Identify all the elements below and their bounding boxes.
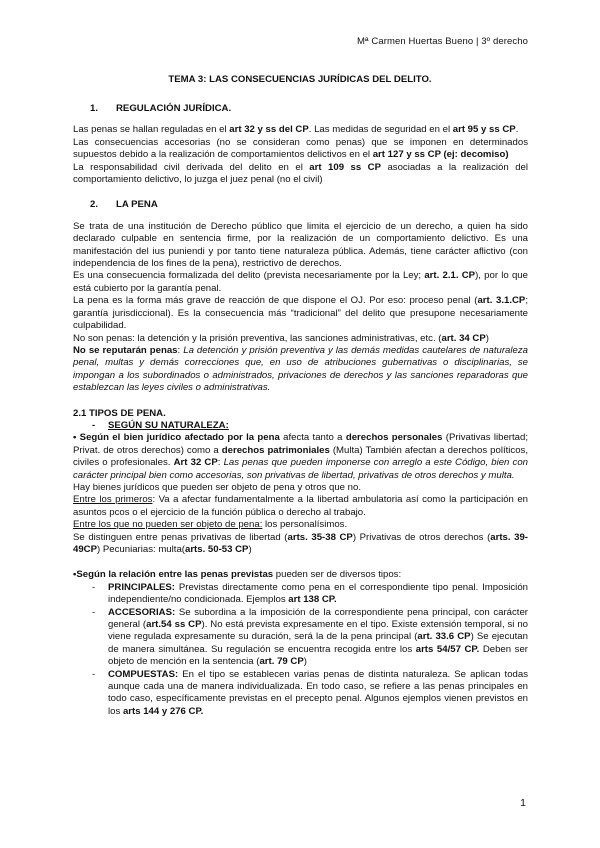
paragraph xyxy=(73,569,528,581)
paragraph xyxy=(73,137,528,162)
article-ref: art 32 y ss del CP xyxy=(229,124,309,136)
text: pueden ser de diversos tipos: xyxy=(273,569,402,581)
section-title: REGULACIÓN JURÍDICA. xyxy=(116,103,232,114)
text: ) Se ejecutan de manera simultánea. Su regulación se encuentra recogida entre los xyxy=(108,631,528,655)
article-ref: arts 54/57 CP. xyxy=(415,643,480,655)
article-ref: art 138 CP. xyxy=(288,594,337,606)
article-ref: arts. 50-53 CP xyxy=(184,544,249,555)
article-ref: arts. 35-38 CP xyxy=(287,531,353,543)
text: (Multa) También afectan a derechos políticos, civiles o profesionales. xyxy=(73,444,529,469)
item-label: PRINCIPALES: xyxy=(108,581,175,593)
paragraph xyxy=(73,345,528,395)
section-title: LA PENA xyxy=(116,199,158,211)
text: los personalísimos. xyxy=(262,519,348,531)
paragraph xyxy=(73,432,528,482)
text: ) xyxy=(248,544,252,555)
bold-lead: • Según el bien jurídico afectado por la pena xyxy=(73,432,280,444)
text: La pena es la forma más grave de reacción de que dispone el OJ. Por eso: proceso penal ( xyxy=(73,295,478,307)
text: ; garantía jurisdiccional). Es la consecuencia más “tradicional” del delito que presupone necesariamente culpabilidad. xyxy=(73,295,528,332)
text: . Las medidas de seguridad en el xyxy=(308,124,453,136)
item-label: ACCESORIAS: xyxy=(108,606,176,618)
paragraph: Hay bienes jurídicos que pueden ser objeto de pena y otros que no. xyxy=(73,481,362,493)
dash-bullet: - xyxy=(92,668,96,680)
text: En el tipo se establecen varias penas de distinta naturaleza. Se aplican todas aunque cada una de manera individualizada. En todo caso, se refiere a las penas principales en todo caso, específicamente previstas en el precepto penal. Algunos ejemplos vienen previstos en los xyxy=(108,668,528,717)
page-header-author: Mª Carmen Huertas Bueno | 3º derecho xyxy=(357,36,528,47)
text: ) Pecuniarias: multa( xyxy=(97,544,185,555)
text: Previstas directamente como pena en el correspondiente tipo penal. Imposición independiente/no condicionada. Ejemplos xyxy=(108,581,528,606)
text: ) xyxy=(485,332,489,344)
text: No son penas: la detención y la prisión preventiva, las sanciones administrativas, etc. ( xyxy=(73,332,442,344)
dash-bullet: - xyxy=(92,581,96,593)
article-ref: art. 34 CP xyxy=(441,332,486,344)
dash-bullet: - xyxy=(92,606,96,618)
bold-lead: •Según la relación entre las penas previstas xyxy=(73,569,274,581)
list-item-accesorias xyxy=(73,607,528,669)
text: Se distinguen entre penas privativas de libertad ( xyxy=(73,531,288,543)
paragraph xyxy=(73,295,528,332)
article-ref: art. 3.1.CP xyxy=(477,295,526,307)
text: La responsabilidad civil derivada del delito en el xyxy=(73,161,310,173)
section-number: 1. xyxy=(90,103,99,114)
text: Deben ser objeto de mención en la sentencia ( xyxy=(108,643,528,668)
paragraph xyxy=(73,270,528,295)
section-2-1-heading: 2.1 TIPOS DE PENA. xyxy=(73,407,166,419)
article-ref: art. 2.1. CP xyxy=(424,270,476,282)
legal-quote: La detención y prisión preventiva y las demás medidas cautelares de naturaleza penal, multas y demás correcciones que, en uso de atribuciones gubernativas o disciplinarias, se impongan a los subordinados o administrados, privaciones de derechos y las sanciones reparadoras que establezcan las leyes civiles o administrativas. xyxy=(73,344,528,394)
text: ), por lo que está cubierto por la garantía penal. xyxy=(73,270,528,294)
article-ref: art. 33.6 CP xyxy=(417,631,471,643)
text: : Va a afectar fundamentalmente a la libertad ambulatoria así como la participación en asuntos pcos o el ejercicio de la función pública o derecho al trabajo. xyxy=(73,494,529,518)
text: . xyxy=(515,124,519,136)
text: (Privativas libertad; Privat. de otros derechos) como a xyxy=(73,432,528,456)
text: : xyxy=(217,457,224,469)
section-number: 2. xyxy=(90,199,99,211)
underlined-lead: Entre los que no pueden ser objeto de pena: xyxy=(73,519,263,531)
section-1-heading xyxy=(73,103,528,115)
article-ref: art 109 ss CP xyxy=(309,161,381,173)
text: ) xyxy=(303,656,307,668)
underlined-lead: Entre los primeros xyxy=(73,494,153,506)
paragraph xyxy=(73,532,528,557)
item-label: COMPUESTAS: xyxy=(108,668,179,680)
list-item-principales xyxy=(73,582,528,607)
paragraph xyxy=(73,519,528,531)
text: Se subordina a la imposición de la correspondiente pena principal, con carácter general ( xyxy=(108,606,528,631)
subheading xyxy=(73,420,528,432)
paragraph xyxy=(73,494,528,519)
document-body xyxy=(73,103,528,718)
article-ref: art. 79 CP xyxy=(259,656,304,668)
paragraph xyxy=(73,162,528,187)
subheading-text: SEGÚN SU NATURALEZA: xyxy=(108,419,229,431)
article-ref: art 95 y ss CP xyxy=(452,124,516,136)
bold-term: derechos personales xyxy=(345,432,443,444)
article-ref: Art 32 CP xyxy=(173,457,218,469)
text: Es una consecuencia formalizada del delito (prevista necesariamente por la Ley; xyxy=(73,270,425,282)
text: Las consecuencias accesorias (no se consideran como penas) que se imponen en determinados supuestos debido a la realización de comportamientos delictivos en el xyxy=(73,136,528,161)
legal-quote: Las penas que pueden imponerse con arreglo a este Código, bien con carácter principal bien como accesorias, son privativas de libertad, privativas de otros derechos y multa. xyxy=(73,457,528,481)
article-ref: art 127 y ss CP (ej: decomiso) xyxy=(372,149,509,161)
article-ref: arts. 39-49CP xyxy=(73,531,528,555)
section-2-heading xyxy=(73,199,528,211)
text: : xyxy=(177,344,184,356)
text: Las penas se hallan reguladas en el xyxy=(73,124,230,136)
text: ). No está prevista expresamente en el tipo. Existe extensión temporal, si no viene regulada expresamente su duración, será la de la pena principal ( xyxy=(108,619,529,643)
page-title: TEMA 3: LAS CONSECUENCIAS JURÍDICAS DEL DELITO. xyxy=(168,74,432,85)
page-number: 1 xyxy=(520,797,526,809)
text: asociadas a la realización del comportamiento delictivo, lo juzga el juez penal (no el civil) xyxy=(73,161,528,186)
paragraph xyxy=(73,333,528,345)
text: ) Privativas de otros derechos ( xyxy=(352,531,491,543)
paragraph: Se trata de una institución de Derecho público que limita el ejercicio de un derecho, a quien ha sido declarado culpable en sentencia firme, por la realización de un comportamiento delictivo. Es una manifestación del ius puniendi y por tanto tiene naturaleza pública. Además, tiene carácter aflictivo (con independencia de los fines de la pena), restrictivo de derechos. xyxy=(73,220,528,270)
text: afecta tanto a xyxy=(279,432,346,444)
article-ref: art.54 ss CP xyxy=(146,619,202,631)
article-ref: arts 144 y 276 CP. xyxy=(122,705,204,717)
bold-term: derechos patrimoniales xyxy=(221,444,330,456)
dash-bullet: - xyxy=(92,419,96,431)
bold-lead: No se reputarán penas xyxy=(73,344,178,356)
paragraph xyxy=(73,124,528,136)
list-item-compuestas xyxy=(73,669,528,719)
